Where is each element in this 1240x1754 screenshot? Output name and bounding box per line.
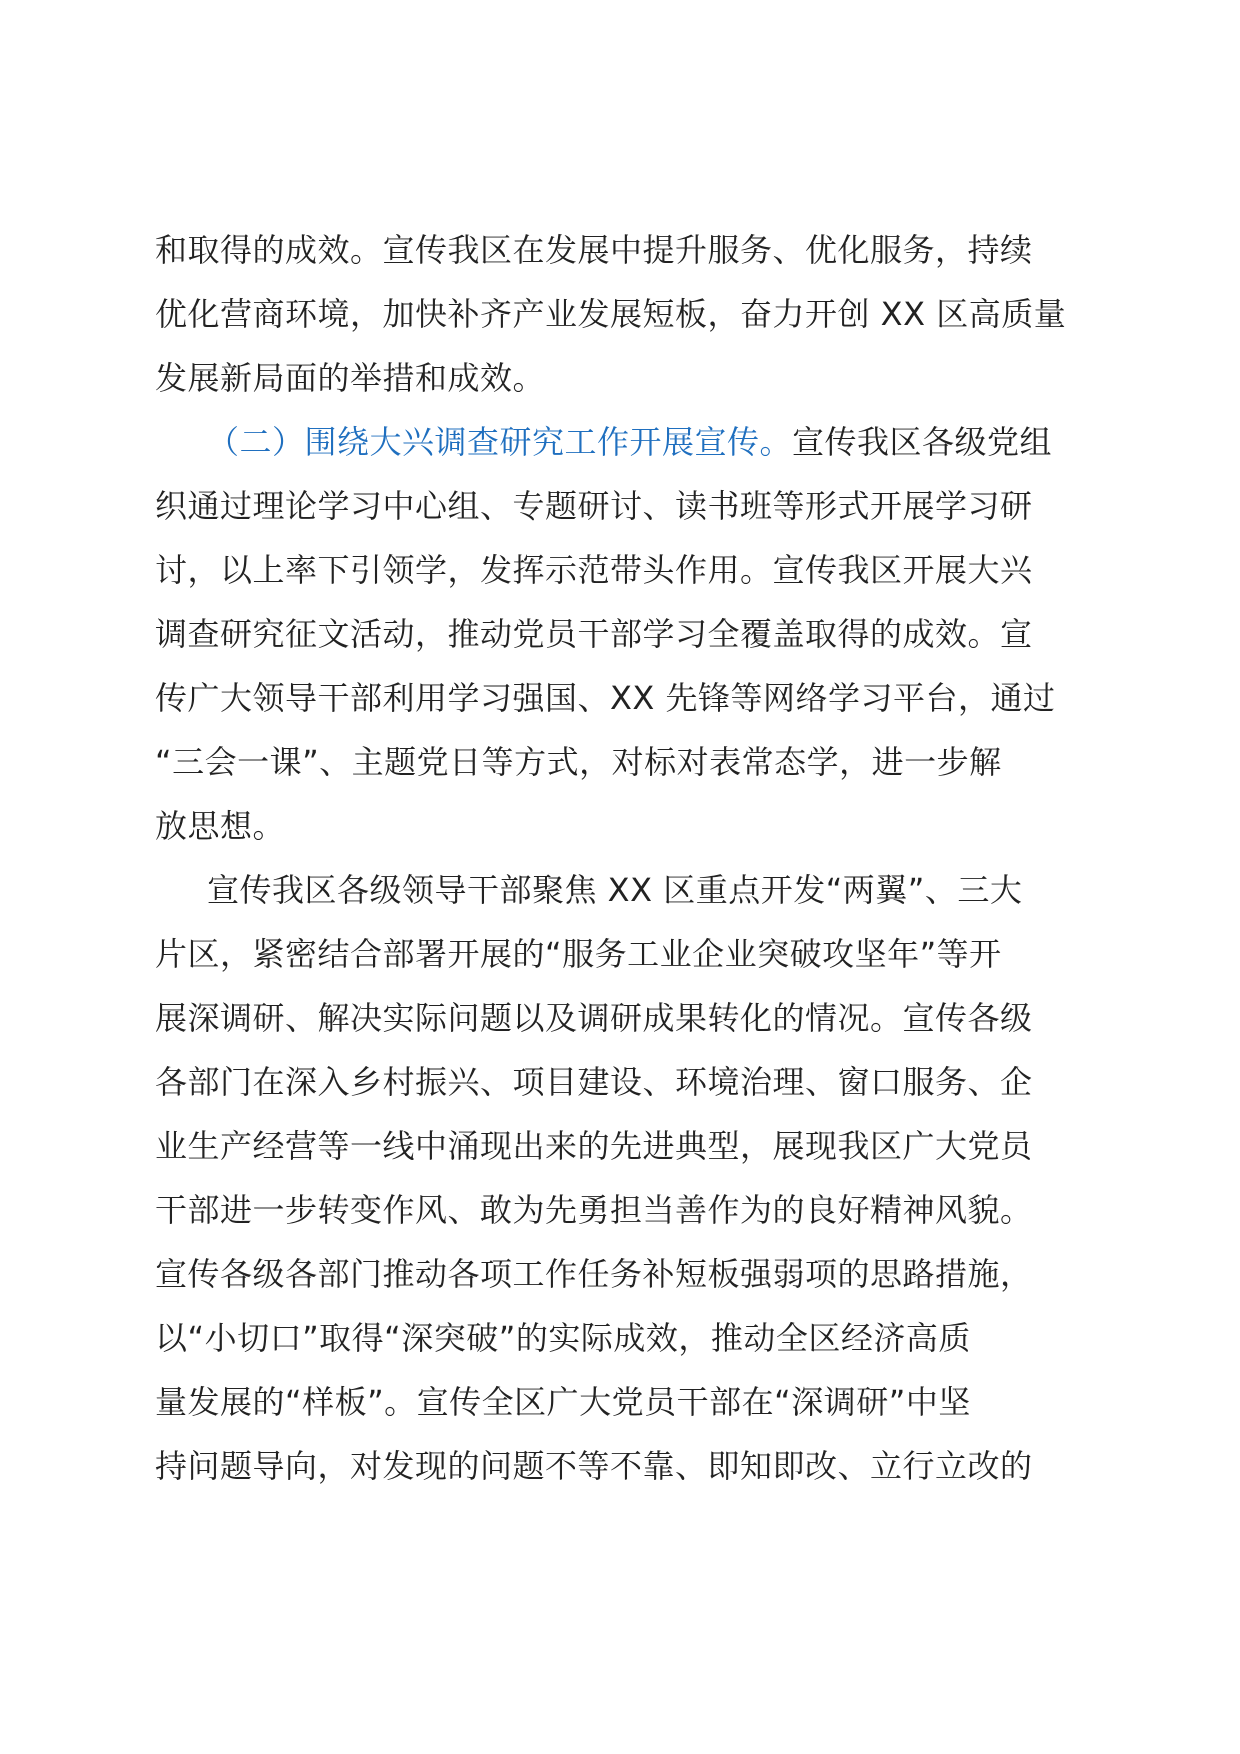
paragraph-3 <box>155 858 1095 1498</box>
text-line: 发展新局面的举措和成效。 <box>155 359 546 397</box>
text-line: 宣传各级各部门推动各项工作任务补短板强弱项的思路措施， <box>155 1255 1033 1293</box>
text-line: 业生产经营等一线中涌现出来的先进典型，展现我区广大党员 <box>155 1127 1033 1165</box>
text-line: 量发展的“样板”。宣传全区广大党员干部在“深调研”中坚 <box>155 1383 971 1421</box>
text-line: 持问题导向，对发现的问题不等不靠、即知即改、立行立改的 <box>155 1447 1033 1485</box>
text-line: 展深调研、解决实际问题以及调研成果转化的情况。宣传各级 <box>155 999 1033 1037</box>
paragraph-2-first-line <box>155 410 1095 474</box>
text-line: 各部门在深入乡村振兴、项目建设、环境治理、窗口服务、企 <box>155 1063 1033 1101</box>
text-line: 优化营商环境，加快补齐产业发展短板，奋力开创 XX 区高质量 <box>155 295 1067 333</box>
text-line: 讨，以上率下引领学，发挥示范带头作用。宣传我区开展大兴 <box>155 551 1033 589</box>
document-body <box>155 218 1095 1498</box>
text-line: 片区，紧密结合部署开展的“服务工业企业突破攻坚年”等开 <box>155 935 1002 973</box>
section-heading: （二）围绕大兴调查研究工作开展宣传。 <box>207 423 793 461</box>
text-line: 调查研究征文活动，推动党员干部学习全覆盖取得的成效。宣 <box>155 615 1033 653</box>
text-line: 放思想。 <box>155 807 286 845</box>
text-line: “三会一课”、主题党日等方式，对标对表常态学，进一步解 <box>155 743 1002 781</box>
text-line: 以“小切口”取得“深突破”的实际成效，推动全区经济高质 <box>155 1319 971 1357</box>
text-line: 和取得的成效。宣传我区在发展中提升服务、优化服务，持续 <box>155 231 1033 269</box>
text-run: 宣传我区各级党组 <box>792 423 1053 461</box>
text-line: 干部进一步转变作风、敢为先勇担当善作为的良好精神风貌。 <box>155 1191 1033 1229</box>
paragraph-1 <box>155 218 1095 410</box>
text-line: 织通过理论学习中心组、专题研讨、读书班等形式开展学习研 <box>155 487 1033 525</box>
text-line: 宣传我区各级领导干部聚焦 XX 区重点开发“两翼”、三大 <box>207 871 1023 909</box>
paragraph-2 <box>155 410 1095 858</box>
text-line: 传广大领导干部利用学习强国、XX 先锋等网络学习平台，通过 <box>155 679 1056 717</box>
